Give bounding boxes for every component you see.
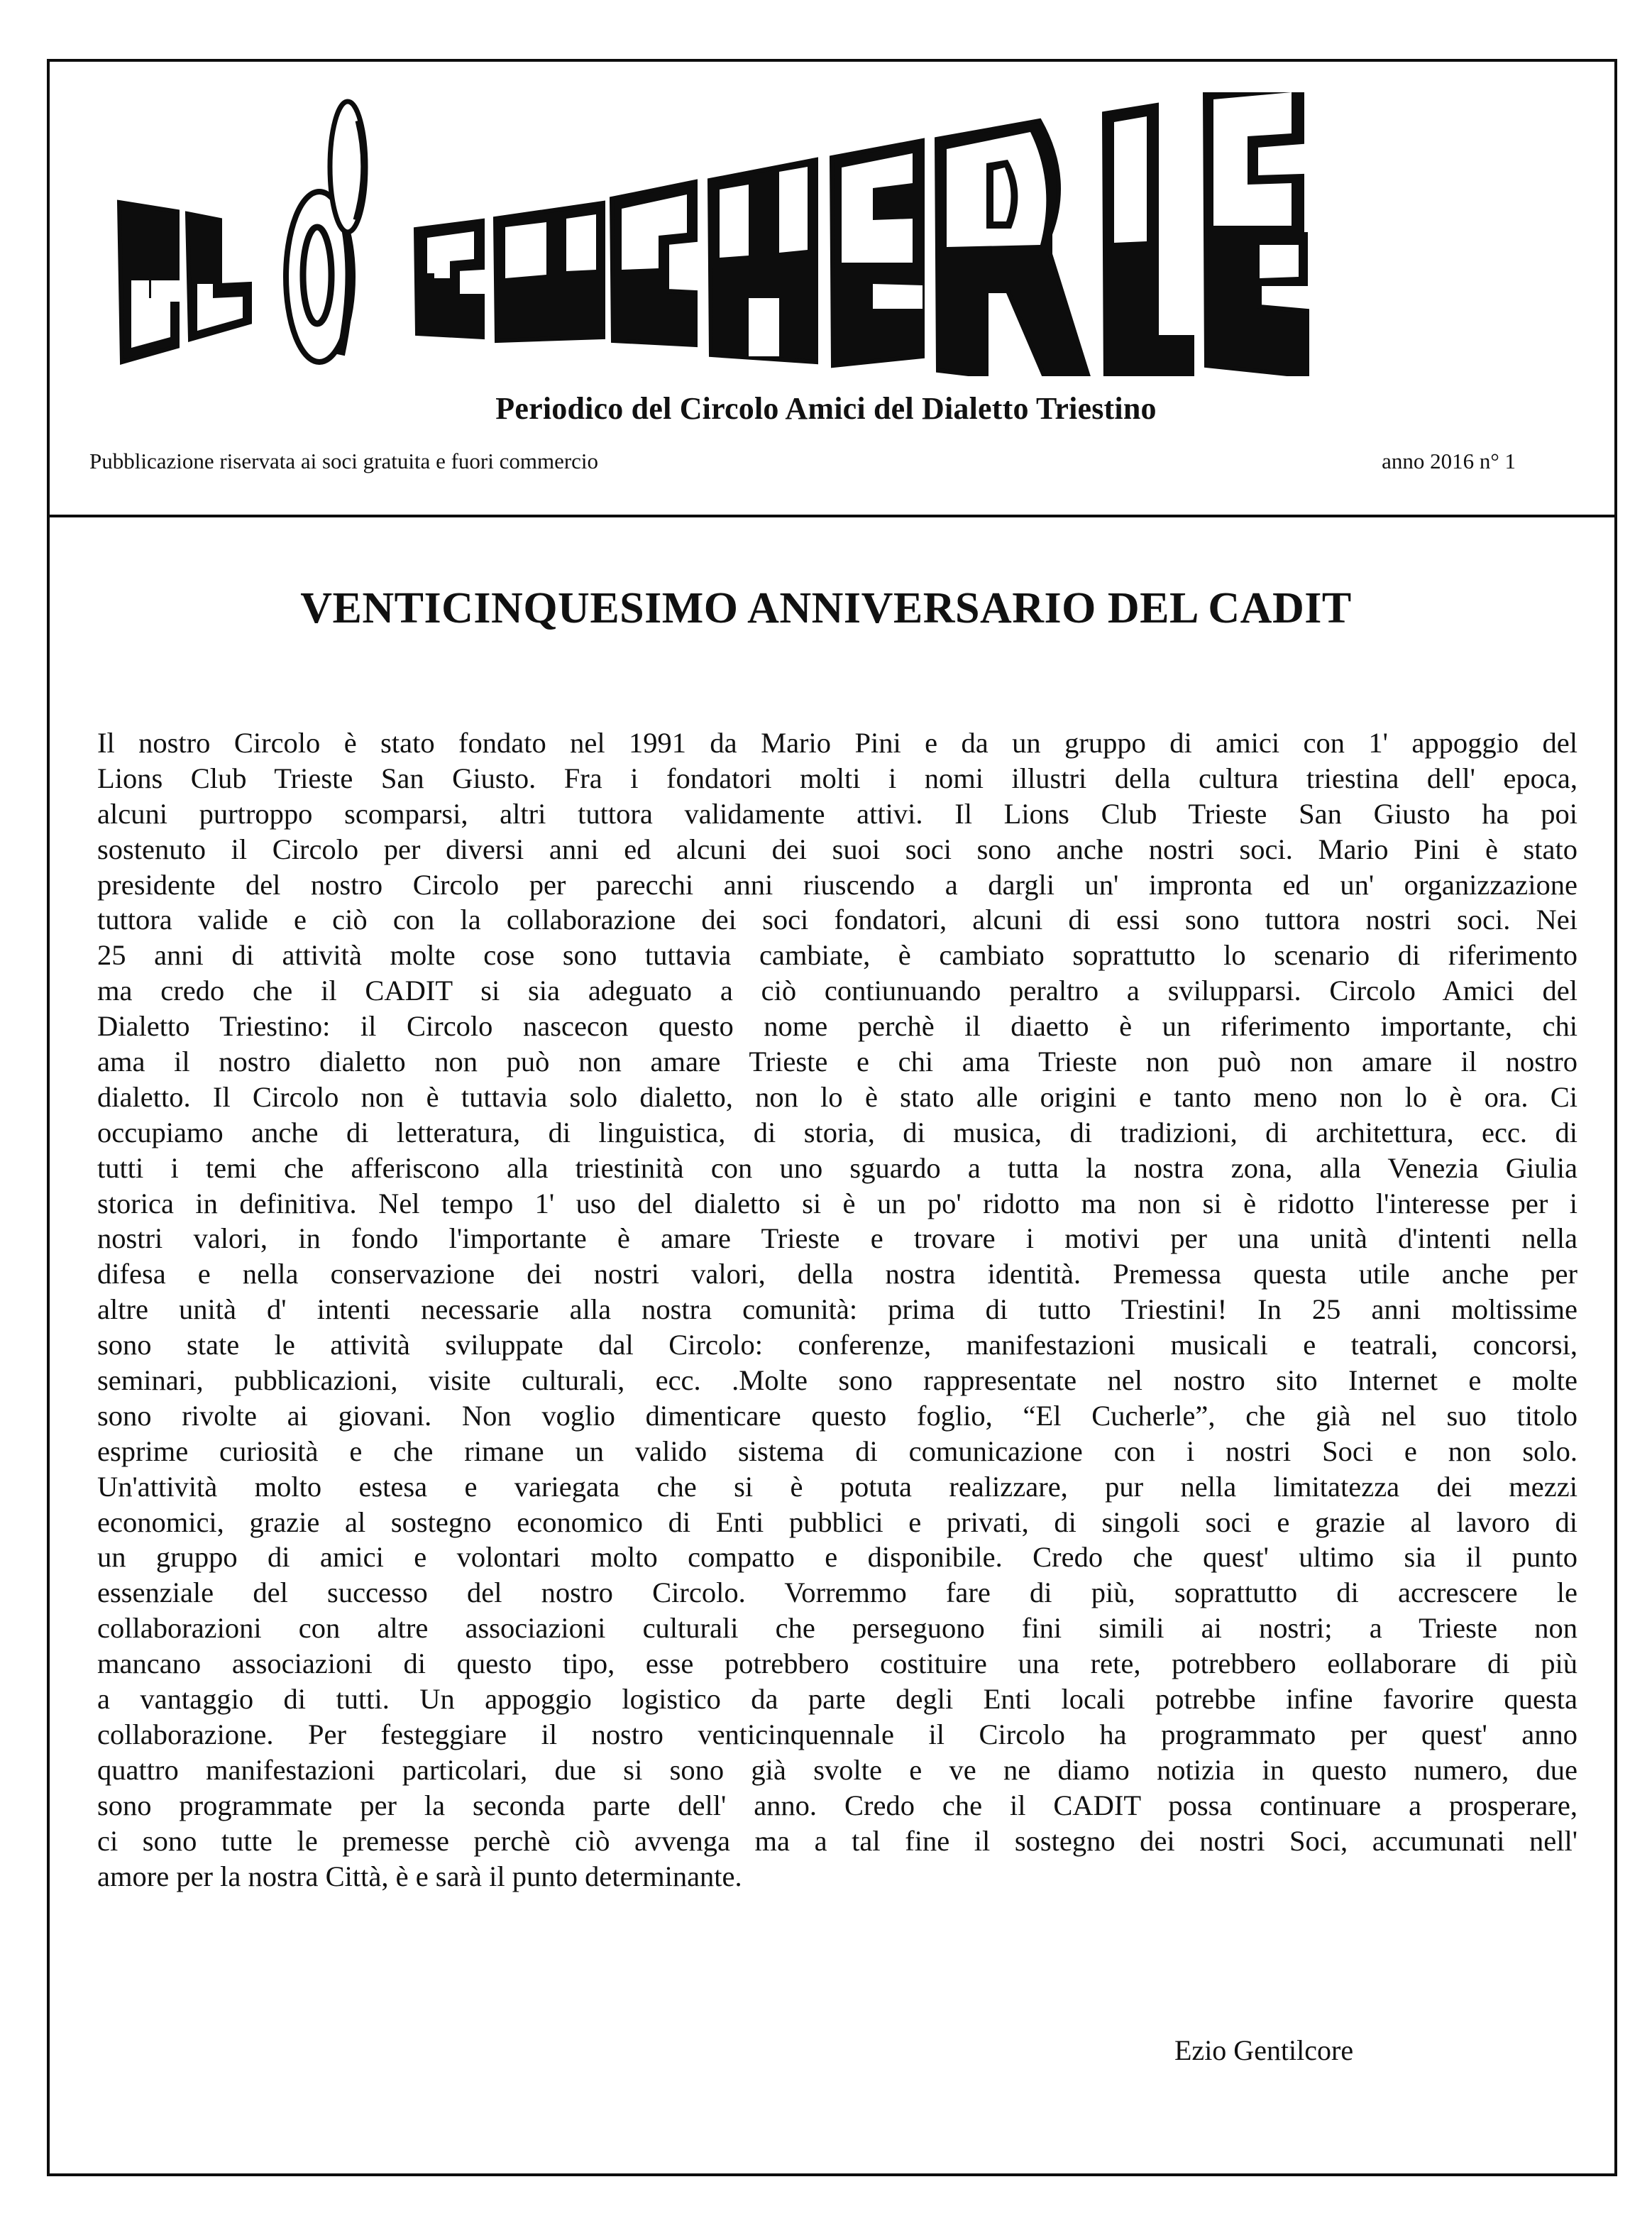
body-line: dialetto. Il Circolo non è tuttavia solo dialetto, non lo è stato alle origini e tanto meno non lo è ora. Ci (97, 1080, 1577, 1113)
body-line: tuttora valide e ciò con la collaborazione dei soci fondatori, alcuni di essi sono tuttora nostri soci. Nei (97, 904, 1577, 936)
logo-letter-l2 (1104, 105, 1192, 376)
body-line: ci sono tutte le premesse perchè ciò avvenga ma a tal fine il sostegno dei nostri Soci, accumunati nell' (97, 1824, 1577, 1857)
body-line: sono state le attività sviluppate dal Circolo: conferenze, manifestazioni musicali e teatrali, concorsi, (97, 1329, 1577, 1361)
body-line: nostri valori, in fondo l'importante è amare Trieste e trovare i motivi per una unità d'intenti nella (97, 1222, 1577, 1255)
issue-number: anno 2016 n° 1 (1382, 449, 1516, 473)
masthead-logo (106, 92, 1441, 376)
logo-letter-c2 (612, 182, 695, 345)
body-line: un gruppo di amici e volontari molto compatto e disponibile. Credo che quest' ultimo sia il punto (97, 1541, 1577, 1574)
publication-note: Pubblicazione riservata ai soci gratuita e fuori commercio (89, 449, 599, 473)
body-line: economici, grazie al sostegno economico di Enti pubblici e privati, di singoli soci e grazie al lavoro di (97, 1505, 1577, 1538)
body-line: 25 anni di attività molte cose sono tuttavia cambiate, è cambiato soprattutto lo scenario di riferimento (97, 939, 1577, 972)
body-line: a vantaggio di tutti. Un appoggio logistico da parte degli Enti locali potrebbe infine favorire questa (97, 1683, 1577, 1716)
logo-letter-e2 (832, 141, 923, 366)
body-line: amore per la nostra Città, è e sarà il punto determinante. (97, 1860, 742, 1892)
body-line: sono programmate per la seconda parte dell' anno. Credo che il CADIT possa continuare a prosperare, (97, 1789, 1577, 1821)
body-line: essenziale del successo del nostro Circolo. Vorremmo fare di più, soprattutto di accrescere le (97, 1576, 1577, 1609)
body-line: storica in definitiva. Nel tempo 1' uso del dialetto si è un po' ridotto ma non si è ridotto l'interesse per i (97, 1187, 1577, 1219)
body-line: difesa e nella conservazione dei nostri valori, della nostra identità. Premessa questa utile anche per (97, 1258, 1577, 1290)
logo-letter-e1 (119, 202, 177, 362)
body-line: ma credo che il CADIT si sia adeguato a ciò contiunuando peraltro a svilupparsi. Circolo Amici del (97, 975, 1577, 1007)
body-line: sostenuto il Circolo per diversi anni ed alcuni dei suoi soci sono anche nostri soci. Mario Pini è stato (97, 833, 1577, 865)
logo-letter-r (937, 121, 1093, 376)
body-line: quattro manifestazioni particolari, due si sono già svolte e ve ne diamo notizia in questo numero, due (97, 1753, 1577, 1786)
body-line: tutti i temi che afferiscono alla triestinità con uno sguardo a tutta la nostra zona, alla Venezia Giulia (97, 1151, 1577, 1184)
logo-apostrophe (330, 102, 365, 232)
logo-letter-u1 (495, 203, 603, 341)
body-line: occupiamo anche di letteratura, di linguistica, di storia, di musica, di tradizioni, di architettura, ecc. di (97, 1116, 1577, 1148)
body-line: seminari, pubblicazioni, visite culturali, ecc. .Molte sono rappresentate nel nostro sito Internet e molte (97, 1364, 1577, 1397)
periodical-subtitle: Periodico del Circolo Amici del Dialetto Triestino (495, 391, 1157, 426)
body-line: collaborazione. Per festeggiare il nostro venticinquennale il Circolo ha programmato per quest' anno (97, 1718, 1577, 1750)
article-title: VENTICINQUESIMO ANNIVERSARIO DEL CADIT (300, 584, 1352, 632)
logo-letter-e3 (1205, 92, 1307, 376)
article-body (97, 725, 1577, 1894)
body-line: sono rivolte ai giovani. Non voglio dimenticare questo foglio, “El Cucherle”, che già nel suo titolo (97, 1399, 1577, 1432)
body-line: alcuni purtroppo scomparsi, altri tuttora validamente attivi. Il Lions Club Trieste San Giusto ha poi (97, 797, 1577, 830)
body-line: mancano associazioni di questo tipo, esse potrebbero costituire una rete, potrebbero eollaborare di più (97, 1647, 1577, 1680)
header-divider (47, 515, 1617, 517)
body-line: altre unità d' intenti necessarie alla nostra comunità: prima di tutto Triestini! In 25 anni moltissime (97, 1293, 1577, 1326)
body-line: Lions Club Trieste San Giusto. Fra i fondatori molti i nomi illustri della cultura triestina dell' epoca, (97, 762, 1577, 794)
body-line: Un'attività molto estesa e variegata che si è potuta realizzare, pur nella limitatezza dei mezzi (97, 1470, 1577, 1503)
body-line: presidente del nostro Circolo per parecchi anni riuscendo a dargli un' impronta ed un' organizzazione (97, 868, 1577, 901)
body-line: Il nostro Circolo è stato fondato nel 1991 da Mario Pini e da un gruppo di amici con 1' appoggio del (97, 727, 1577, 759)
logo-letter-l1 (187, 214, 250, 339)
body-line: Dialetto Triestino: il Circolo nascecon questo nome perchè il diaetto è un riferimento importante, chi (97, 1010, 1577, 1043)
body-line: esprime curiosità e che rimane un valido sistema di comunicazione con i nostri Soci e non solo. (97, 1435, 1577, 1467)
body-line: collaborazioni con altre associazioni culturali che perseguono fini simili ai nostri; a Trieste non (97, 1612, 1577, 1645)
body-line: ama il nostro dialetto non può non amare Trieste e chi ama Trieste non può non amare il nostro (97, 1046, 1577, 1078)
author-signature: Ezio Gentilcore (1174, 2034, 1354, 2066)
logo-letter-c1 (416, 221, 483, 337)
logo-letter-h (710, 160, 816, 362)
